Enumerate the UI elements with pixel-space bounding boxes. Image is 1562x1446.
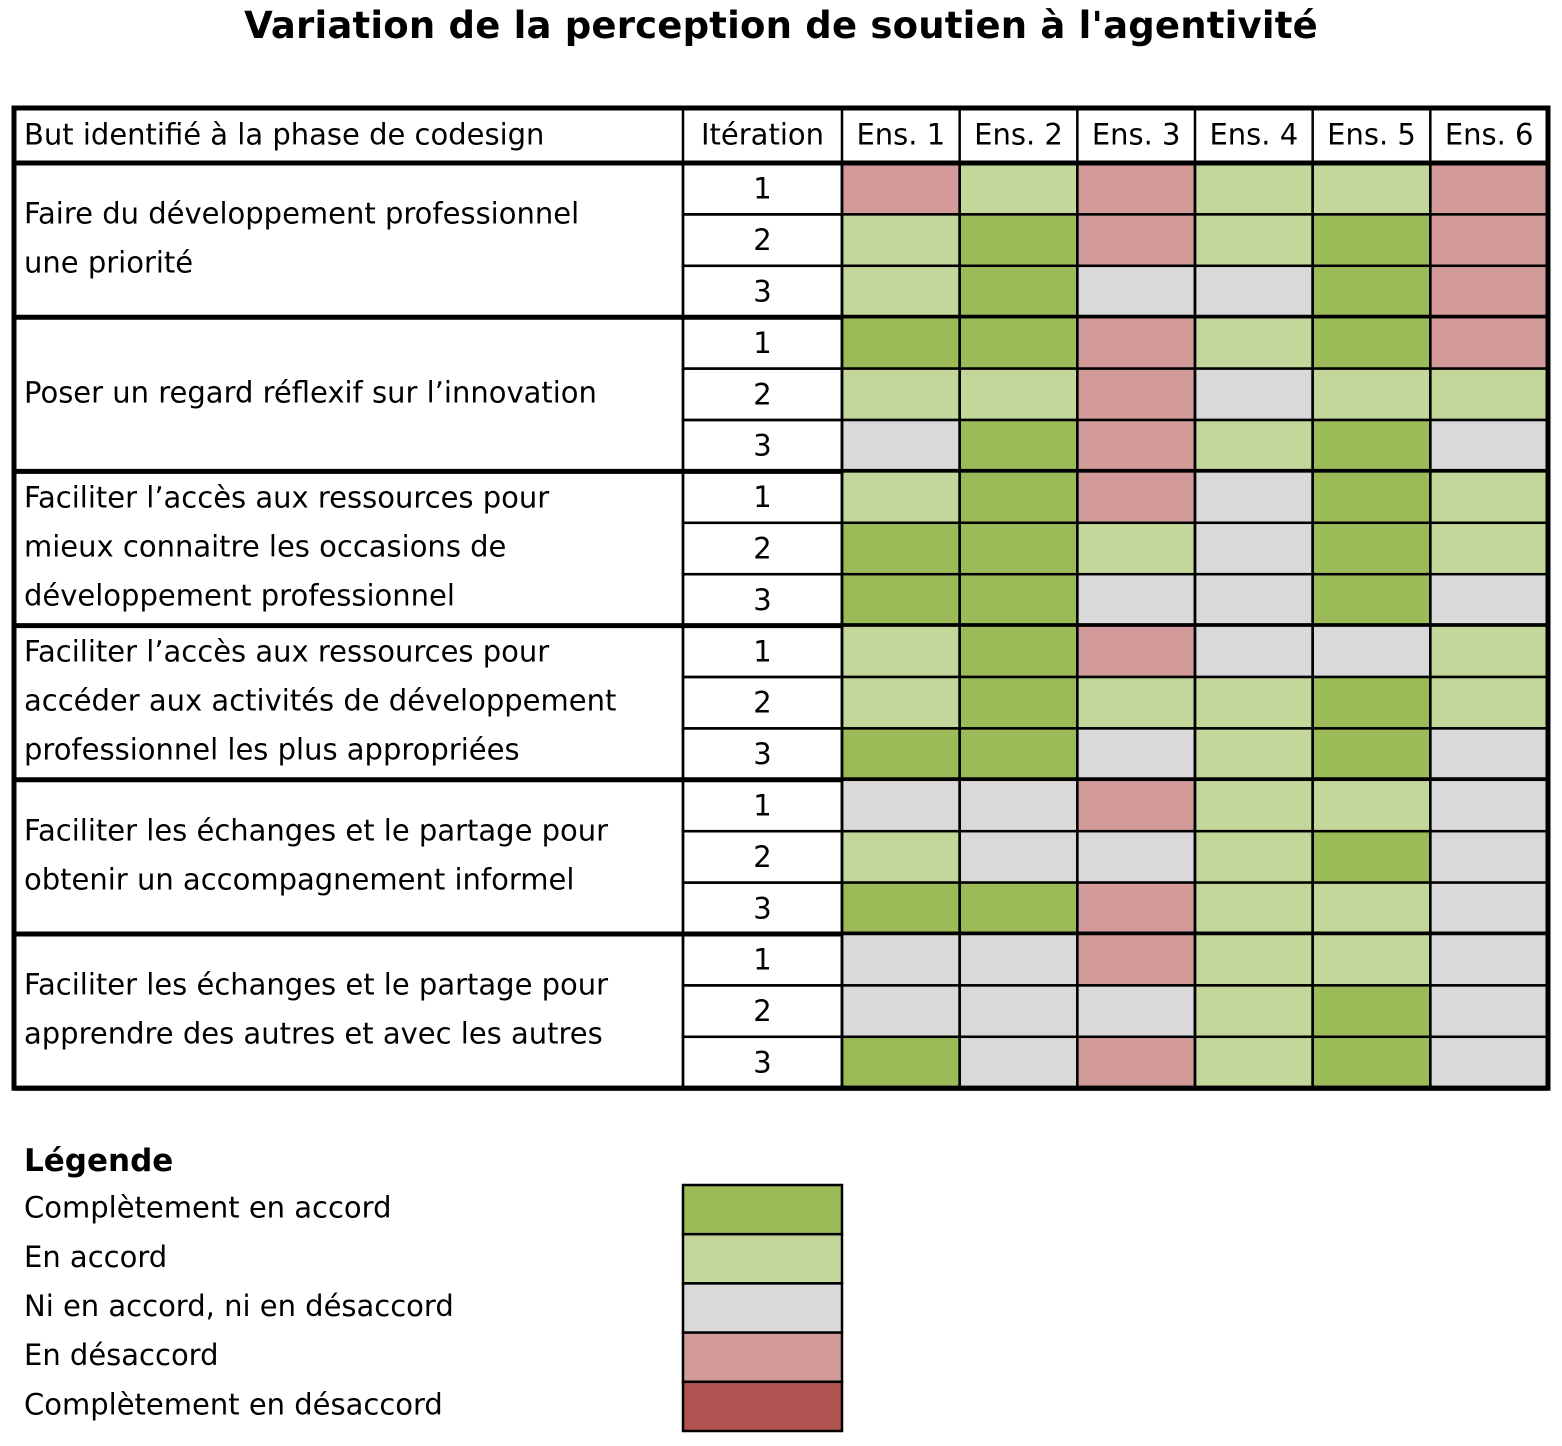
cell-goal6-iter3-ens5 xyxy=(1313,1037,1431,1088)
cell-goal3-iter1-ens2 xyxy=(960,471,1078,522)
cell-goal6-iter3-ens3 xyxy=(1077,1037,1195,1088)
cell-goal5-iter3-ens1 xyxy=(842,883,960,934)
cell-goal6-iter2-ens2 xyxy=(960,985,1078,1036)
cell-goal2-iter2-ens5 xyxy=(1313,369,1431,420)
cell-goal2-iter3-ens1 xyxy=(842,420,960,471)
iteration-number: 1 xyxy=(753,325,772,360)
cell-goal1-iter2-ens1 xyxy=(842,214,960,265)
iteration-number: 1 xyxy=(753,171,772,206)
iteration-number: 3 xyxy=(753,582,772,617)
goal-label-line: Faciliter les échanges et le partage pour xyxy=(24,967,609,1002)
cell-goal1-iter2-ens5 xyxy=(1313,214,1431,265)
cell-goal4-iter2-ens5 xyxy=(1313,677,1431,728)
cell-goal3-iter3-ens1 xyxy=(842,574,960,625)
cell-goal2-iter1-ens4 xyxy=(1195,317,1313,368)
header-goal: But identifié à la phase de codesign xyxy=(24,117,545,152)
cell-goal1-iter3-ens1 xyxy=(842,266,960,317)
iteration-number: 1 xyxy=(753,480,772,515)
cell-goal6-iter1-ens1 xyxy=(842,934,960,985)
cell-goal3-iter2-ens6 xyxy=(1430,523,1548,574)
cell-goal2-iter3-ens2 xyxy=(960,420,1078,471)
cell-goal1-iter3-ens4 xyxy=(1195,266,1313,317)
goal-label-line: une priorité xyxy=(24,245,194,280)
cell-goal2-iter2-ens3 xyxy=(1077,369,1195,420)
cell-goal5-iter2-ens2 xyxy=(960,831,1078,882)
cell-goal3-iter3-ens4 xyxy=(1195,574,1313,625)
legend-swatch-a xyxy=(683,1234,842,1283)
cell-goal1-iter2-ens4 xyxy=(1195,214,1313,265)
cell-goal1-iter3-ens3 xyxy=(1077,266,1195,317)
cell-goal3-iter1-ens5 xyxy=(1313,471,1431,522)
cell-goal4-iter3-ens4 xyxy=(1195,728,1313,779)
cell-goal6-iter3-ens1 xyxy=(842,1037,960,1088)
cell-goal2-iter2-ens2 xyxy=(960,369,1078,420)
cell-goal5-iter1-ens3 xyxy=(1077,780,1195,831)
cell-goal2-iter1-ens5 xyxy=(1313,317,1431,368)
cell-goal2-iter2-ens4 xyxy=(1195,369,1313,420)
cell-goal3-iter3-ens5 xyxy=(1313,574,1431,625)
cell-goal5-iter2-ens3 xyxy=(1077,831,1195,882)
cell-goal5-iter1-ens4 xyxy=(1195,780,1313,831)
cell-goal3-iter3-ens3 xyxy=(1077,574,1195,625)
cell-goal3-iter1-ens4 xyxy=(1195,471,1313,522)
cell-goal1-iter3-ens6 xyxy=(1430,266,1548,317)
cell-goal2-iter2-ens1 xyxy=(842,369,960,420)
cell-goal6-iter1-ens4 xyxy=(1195,934,1313,985)
cell-goal1-iter2-ens2 xyxy=(960,214,1078,265)
header-teacher-2: Ens. 2 xyxy=(974,117,1063,152)
cell-goal5-iter3-ens4 xyxy=(1195,883,1313,934)
cell-goal2-iter3-ens6 xyxy=(1430,420,1548,471)
cell-goal4-iter1-ens4 xyxy=(1195,626,1313,677)
chart-title: Variation de la perception de soutien à l'agentivité xyxy=(244,4,1318,47)
legend-title: Légende xyxy=(24,1143,174,1179)
cell-goal6-iter2-ens6 xyxy=(1430,985,1548,1036)
iteration-number: 2 xyxy=(753,377,772,412)
goal-label-line: Faire du développement professionnel xyxy=(24,196,580,231)
legend-label-a: En accord xyxy=(24,1239,168,1274)
legend-swatch-ca xyxy=(683,1185,842,1234)
cell-goal3-iter2-ens4 xyxy=(1195,523,1313,574)
iteration-number: 3 xyxy=(753,274,772,309)
cell-goal1-iter3-ens2 xyxy=(960,266,1078,317)
cell-goal4-iter2-ens6 xyxy=(1430,677,1548,728)
cell-goal5-iter2-ens6 xyxy=(1430,831,1548,882)
cell-goal3-iter2-ens1 xyxy=(842,523,960,574)
cell-goal1-iter1-ens5 xyxy=(1313,163,1431,214)
cell-goal1-iter1-ens4 xyxy=(1195,163,1313,214)
goal-label-line: apprendre des autres et avec les autres xyxy=(24,1016,603,1051)
cell-goal6-iter3-ens2 xyxy=(960,1037,1078,1088)
iteration-number: 2 xyxy=(753,994,772,1029)
cell-goal3-iter3-ens2 xyxy=(960,574,1078,625)
goal-label-line: Faciliter l’accès aux ressources pour xyxy=(24,634,550,669)
iteration-number: 1 xyxy=(753,634,772,669)
legend-swatch-d xyxy=(683,1333,842,1382)
legend-label-n: Ni en accord, ni en désaccord xyxy=(24,1289,454,1323)
iteration-number: 3 xyxy=(753,428,772,463)
cell-goal1-iter3-ens5 xyxy=(1313,266,1431,317)
cell-goal6-iter3-ens6 xyxy=(1430,1037,1548,1088)
iteration-number: 3 xyxy=(753,737,772,772)
cell-goal3-iter1-ens6 xyxy=(1430,471,1548,522)
cell-goal6-iter2-ens4 xyxy=(1195,985,1313,1036)
cell-goal2-iter3-ens5 xyxy=(1313,420,1431,471)
cell-goal4-iter2-ens4 xyxy=(1195,677,1313,728)
cell-goal4-iter2-ens1 xyxy=(842,677,960,728)
cell-goal5-iter1-ens6 xyxy=(1430,780,1548,831)
cell-goal2-iter3-ens4 xyxy=(1195,420,1313,471)
legend-swatch-cd xyxy=(683,1382,842,1431)
legend-swatch-n xyxy=(683,1283,842,1332)
goal-label-line: accéder aux activités de développement xyxy=(24,683,617,718)
cell-goal3-iter2-ens5 xyxy=(1313,523,1431,574)
iteration-number: 2 xyxy=(753,223,772,258)
cell-goal5-iter1-ens1 xyxy=(842,780,960,831)
iteration-number: 3 xyxy=(753,891,772,926)
cell-goal4-iter1-ens3 xyxy=(1077,626,1195,677)
cell-goal3-iter1-ens3 xyxy=(1077,471,1195,522)
legend-label-d: En désaccord xyxy=(24,1338,219,1373)
cell-goal4-iter2-ens3 xyxy=(1077,677,1195,728)
cell-goal1-iter1-ens2 xyxy=(960,163,1078,214)
cell-goal1-iter2-ens6 xyxy=(1430,214,1548,265)
cell-goal2-iter2-ens6 xyxy=(1430,369,1548,420)
cell-goal4-iter3-ens6 xyxy=(1430,728,1548,779)
iteration-number: 2 xyxy=(753,685,772,720)
cell-goal6-iter1-ens6 xyxy=(1430,934,1548,985)
cell-goal5-iter1-ens5 xyxy=(1313,780,1431,831)
cell-goal4-iter1-ens1 xyxy=(842,626,960,677)
cell-goal5-iter3-ens5 xyxy=(1313,883,1431,934)
cell-goal4-iter1-ens2 xyxy=(960,626,1078,677)
cell-goal4-iter3-ens2 xyxy=(960,728,1078,779)
iteration-number: 1 xyxy=(753,788,772,823)
cell-goal2-iter3-ens3 xyxy=(1077,420,1195,471)
legend-label-ca: Complètement en accord xyxy=(24,1190,392,1225)
cell-goal6-iter3-ens4 xyxy=(1195,1037,1313,1088)
cell-goal5-iter2-ens5 xyxy=(1313,831,1431,882)
header-teacher-6: Ens. 6 xyxy=(1444,117,1534,152)
cell-goal1-iter1-ens6 xyxy=(1430,163,1548,214)
cell-goal6-iter1-ens5 xyxy=(1313,934,1431,985)
iteration-number: 3 xyxy=(753,1045,772,1080)
goal-label-line: Poser un regard réflexif sur l’innovation xyxy=(24,375,597,410)
cell-goal2-iter1-ens6 xyxy=(1430,317,1548,368)
cell-goal4-iter3-ens1 xyxy=(842,728,960,779)
goal-label-line: obtenir un accompagnement informel xyxy=(24,862,575,897)
cell-goal4-iter3-ens5 xyxy=(1313,728,1431,779)
cell-goal1-iter1-ens3 xyxy=(1077,163,1195,214)
cell-goal5-iter2-ens4 xyxy=(1195,831,1313,882)
legend-label-cd: Complètement en désaccord xyxy=(24,1387,443,1422)
cell-goal6-iter1-ens3 xyxy=(1077,934,1195,985)
header-iteration: Itération xyxy=(700,117,825,152)
goal-label-line: Faciliter l’accès aux ressources pour xyxy=(24,480,550,515)
cell-goal3-iter2-ens2 xyxy=(960,523,1078,574)
header-teacher-5: Ens. 5 xyxy=(1327,117,1416,152)
cell-goal2-iter1-ens1 xyxy=(842,317,960,368)
cell-goal3-iter2-ens3 xyxy=(1077,523,1195,574)
iteration-number: 2 xyxy=(753,839,772,874)
cell-goal4-iter1-ens6 xyxy=(1430,626,1548,677)
goal-label-line: professionnel les plus appropriées xyxy=(24,732,520,767)
cell-goal1-iter1-ens1 xyxy=(842,163,960,214)
cell-goal4-iter3-ens3 xyxy=(1077,728,1195,779)
cell-goal6-iter1-ens2 xyxy=(960,934,1078,985)
cell-goal5-iter3-ens6 xyxy=(1430,883,1548,934)
cell-goal4-iter1-ens5 xyxy=(1313,626,1431,677)
cell-goal5-iter3-ens2 xyxy=(960,883,1078,934)
cell-goal6-iter2-ens5 xyxy=(1313,985,1431,1036)
header-teacher-3: Ens. 3 xyxy=(1091,117,1181,152)
cell-goal3-iter3-ens6 xyxy=(1430,574,1548,625)
cell-goal6-iter2-ens3 xyxy=(1077,985,1195,1036)
cell-goal3-iter1-ens1 xyxy=(842,471,960,522)
iteration-number: 2 xyxy=(753,531,772,566)
cell-goal6-iter2-ens1 xyxy=(842,985,960,1036)
cell-goal5-iter3-ens3 xyxy=(1077,883,1195,934)
cell-goal1-iter2-ens3 xyxy=(1077,214,1195,265)
cell-goal5-iter1-ens2 xyxy=(960,780,1078,831)
cell-goal4-iter2-ens2 xyxy=(960,677,1078,728)
goal-label-line: mieux connaitre les occasions de xyxy=(24,529,507,564)
header-teacher-4: Ens. 4 xyxy=(1209,117,1299,152)
cell-goal2-iter1-ens3 xyxy=(1077,317,1195,368)
cell-goal2-iter1-ens2 xyxy=(960,317,1078,368)
goal-label-line: Faciliter les échanges et le partage pour xyxy=(24,813,609,848)
iteration-number: 1 xyxy=(753,942,772,977)
header-teacher-1: Ens. 1 xyxy=(856,117,946,152)
cell-goal5-iter2-ens1 xyxy=(842,831,960,882)
goal-label-line: développement professionnel xyxy=(24,578,455,613)
